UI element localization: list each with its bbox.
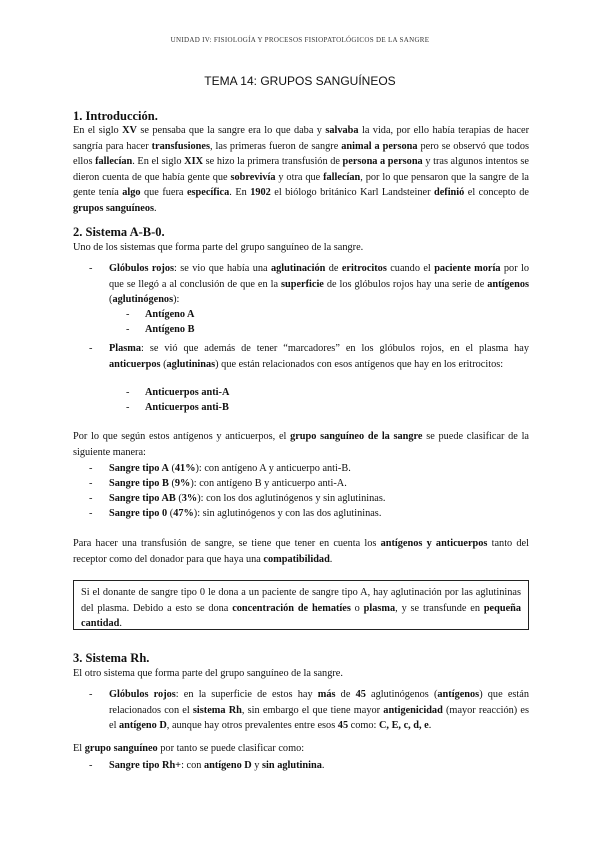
list-item-tipo-ab: - Sangre tipo AB (3%): con los dos aglutinógenos y sin aglutininas. [89,493,386,504]
sub-item-antigeno-a: - Antígeno A [126,309,195,320]
list-item-plasma: - Plasma: se vió que además de tener “marcadores” en los glóbulos rojos, en el plasma hay anticuerpos (aglutininas) que están relacionados con esos antígenos que hay en los eritrocitos: [89,343,529,370]
section-heading-rh: 3. Sistema Rh. [73,651,150,665]
list-item-tipo-b: - Sangre tipo B (9%): con antígeno B y anticuerpo anti-A. [89,478,347,489]
list-item-tipo-a: - Sangre tipo A (41%): con antígeno A y anticuerpo anti-B. [89,463,351,474]
rh-classification-paragraph: El grupo sanguíneo por tanto se puede clasificar como: [73,743,305,754]
list-item-globulos: - Glóbulos rojos: se vio que había una aglutinación de eritrocitos cuando el paciente moría por lo que se llegó a al conclusión de que en la superficie de los glóbulos rojos hay una serie de antígenos (aglutinógenos): [89,263,530,305]
rh-intro: El otro sistema que forma parte del grupo sanguíneo de la sangre. [73,668,343,679]
list-item-tipo-0: - Sangre tipo 0 (47%): sin aglutinógenos y con las dos aglutininas. [89,508,382,519]
list-item-rh-globulos: - Glóbulos rojos: en la superficie de estos hay más de 45 aglutinógenos (antígenos) que están relacionados con el sistema Rh, sin embargo el que tiene mayor antigenicidad (mayor reacción) es el antígeno D, aunque hay otros prevalentes entre esos 45 como: C, E, c, d, e. [89,689,530,731]
list-item-rh-positive: - Sangre tipo Rh+: con antígeno D y sin aglutinina. [89,760,325,771]
abo-intro: Uno de los sistemas que forma parte del grupo sanguíneo de la sangre. [73,242,364,253]
note-box: Si el donante de sangre tipo 0 le dona a un paciente de sangre tipo A, hay aglutinación por las aglutininas del plasma. Debido a esto se dona concentración de hematíes o plasma, y se transfunde en pequeña cantidad. [73,580,529,630]
running-header: UNIDAD IV: FISIOLOGÍA Y PROCESOS FISIOPATOLÓGICOS DE LA SANGRE [170,36,430,44]
classification-paragraph: Por lo que según estos antígenos y anticuerpos, el grupo sanguíneo de la sangre se puede clasificar de la siguiente manera: [73,431,529,458]
transfusion-paragraph: Para hacer una transfusión de sangre, se tiene que tener en cuenta los antígenos y anticuerpos tanto del receptor como del donador para que haya una compatibilidad. [73,538,529,565]
page-title: TEMA 14: GRUPOS SANGUÍNEOS [204,74,396,88]
sub-item-antigeno-b: - Antígeno B [126,324,195,335]
sub-item-anti-a: - Anticuerpos anti-A [126,387,230,398]
intro-paragraph: En el siglo XV se pensaba que la sangre era lo que daba y salvaba la vida, por ello había terapias de hacer sangría para hacer transfusiones, las primeras fueron de sangre animal a persona pero se observó que todos ellos fallecían. En el siglo XIX se hizo la primera transfusión de persona a persona y tras algunos intentos se dieron cuenta de que había gente que sobrevivía y otra que fallecían, por lo que pensaron que la sangre de la gente tenía algo que fuera específica. En 1902 el biólogo británico Karl Landsteiner definió el concepto de grupos sanguíneos. [73,125,530,214]
section-heading-abo: 2. Sistema A-B-0. [73,225,165,239]
section-heading-intro: 1. Introducción. [73,109,158,123]
sub-item-anti-b: - Anticuerpos anti-B [126,402,229,413]
